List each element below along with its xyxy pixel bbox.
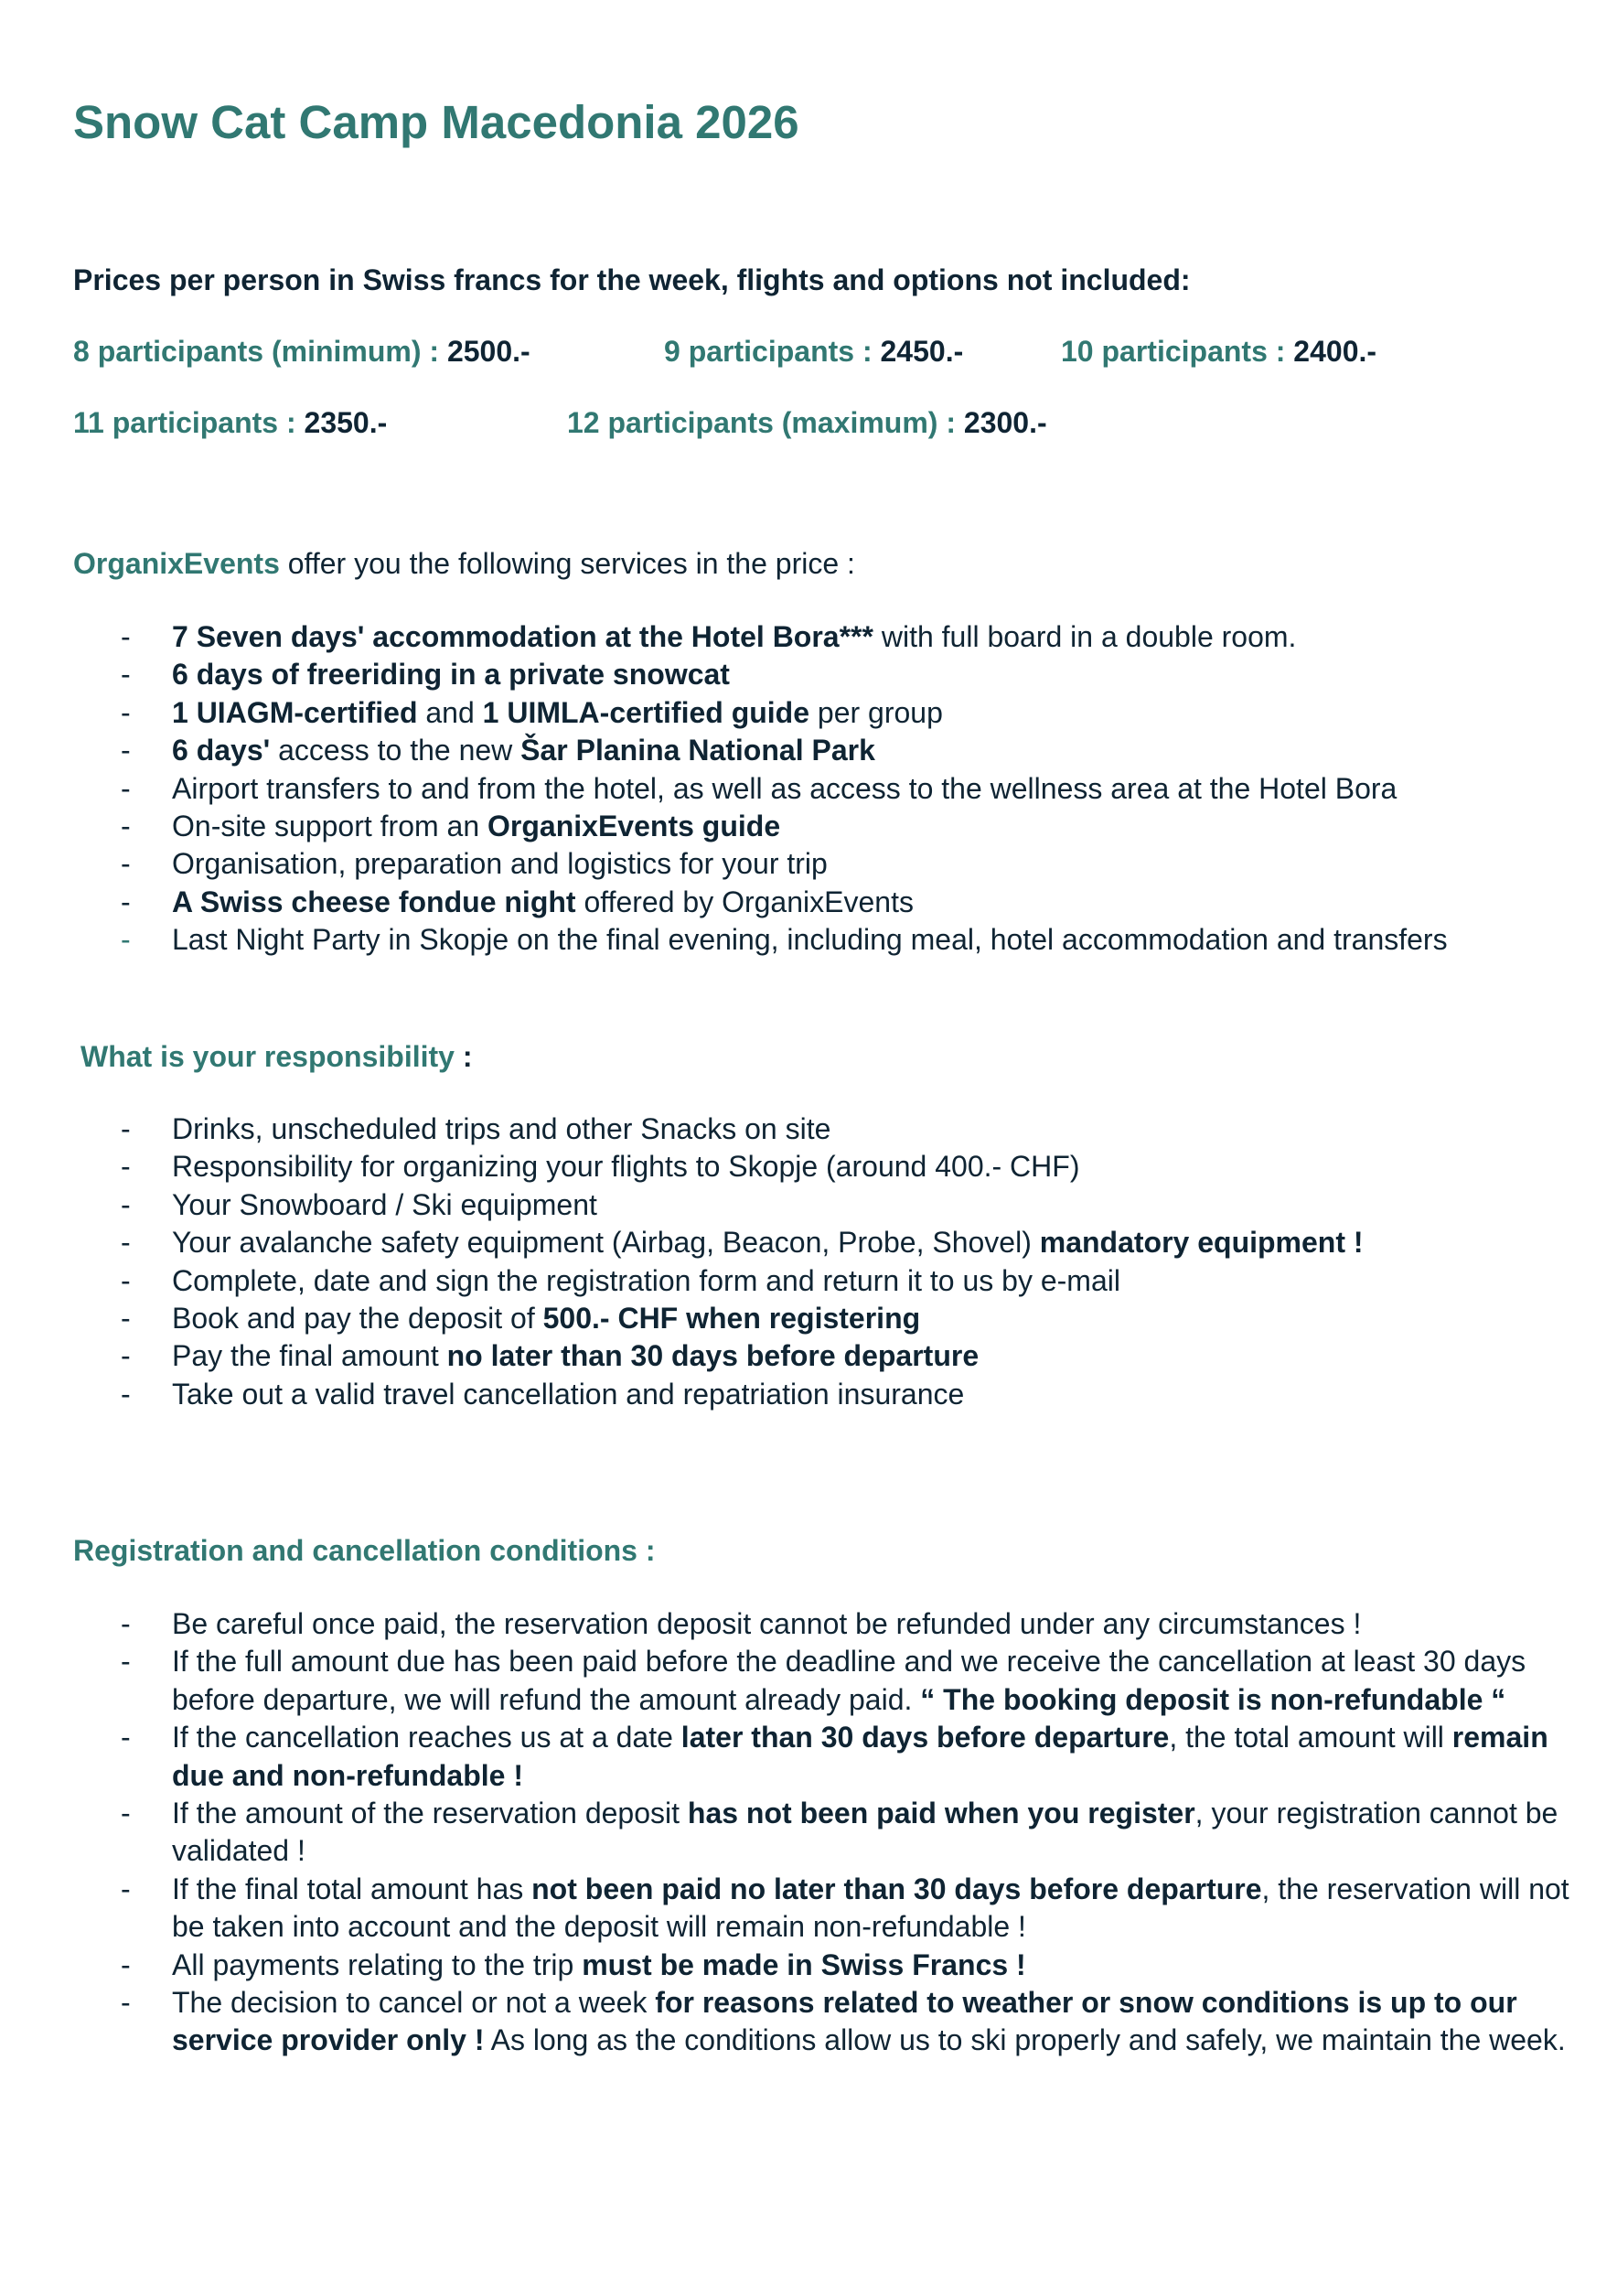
bold-text: 6 days of freeriding in a private snowcat: [172, 658, 730, 692]
price-value: 2300.-: [963, 406, 1047, 439]
dash-bullet: -: [121, 1377, 131, 1411]
text: Your avalanche safety equipment (Airbag, Beacon, Probe, Shovel): [172, 1226, 1040, 1260]
price-value: 2350.-: [304, 406, 388, 439]
text: Your Snowboard / Ski equipment: [172, 1187, 597, 1221]
text: with full board in a double room.: [873, 620, 1297, 653]
services-intro-text: offer you the following services in the price :: [279, 547, 855, 580]
price-9: [664, 335, 963, 369]
dash-bullet: -: [121, 620, 131, 653]
dash-bullet: -: [121, 1263, 131, 1297]
list-item: [73, 1643, 1582, 1719]
dash-bullet: -: [121, 1947, 131, 1981]
price-label: 9 participants :: [664, 335, 881, 368]
bold-text: Šar Planina National Park: [520, 734, 875, 767]
list-item: [73, 1186, 1582, 1224]
dash-bullet: -: [121, 1645, 131, 1679]
bold-text: must be made in Swiss Francs !: [582, 1947, 1026, 1981]
dash-bullet: -: [121, 1986, 131, 2020]
bold-text: OrganixEvents guide: [487, 810, 781, 843]
text: Responsibility for organizing your flights to Skopje (around 400.- CHF): [172, 1150, 1080, 1184]
price-label: 11 participants :: [73, 406, 305, 439]
list-item: [73, 1871, 1582, 1947]
dash-bullet: -: [121, 1302, 131, 1336]
bold-text: 7 Seven days' accommodation at the Hotel Bora***: [172, 620, 873, 653]
price-11: [73, 406, 387, 440]
dash-bullet: -: [121, 695, 131, 729]
dash-bullet: -: [121, 1226, 131, 1260]
text: On-site support from an: [172, 810, 488, 843]
dash-bullet: -: [121, 1721, 131, 1754]
dash-bullet: -: [121, 1607, 131, 1640]
document-title: Snow Cat Camp Macedonia 2026: [73, 96, 799, 148]
list-item: [73, 1262, 1582, 1300]
dash-bullet: -: [121, 1150, 131, 1184]
dash-bullet: -: [121, 1339, 131, 1373]
dash-bullet: -: [121, 1187, 131, 1221]
text: , the reservation will not be taken into account and the deposit will remain non-refundable !: [172, 1872, 1569, 1944]
text: per group: [809, 695, 943, 729]
text: Airport transfers to and from the hotel, as well as access to the wellness area at the Hotel Bora: [172, 771, 1397, 805]
list-item: [73, 884, 1582, 921]
price-value: 2500.-: [446, 335, 530, 368]
text: Drinks, unscheduled trips and other Snacks on site: [172, 1112, 831, 1145]
list-item: [73, 1947, 1582, 1984]
list-item: [73, 1148, 1582, 1186]
bold-text: not been paid no later than 30 days before departure: [531, 1872, 1262, 1905]
price-label: 10 participants :: [1061, 335, 1294, 368]
text: If the final total amount has: [172, 1872, 532, 1905]
price-value: 2450.-: [880, 335, 964, 368]
text: Pay the final amount: [172, 1339, 447, 1373]
price-10: [1061, 335, 1376, 369]
brand-name: OrganixEvents: [73, 547, 280, 580]
text: If the amount of the reservation deposit: [172, 1797, 688, 1830]
bold-text: has not been paid when you register: [687, 1797, 1195, 1830]
text: and: [417, 695, 483, 729]
bold-text: 500.- CHF when registering: [542, 1302, 921, 1336]
text: Take out a valid travel cancellation and repatriation insurance: [172, 1377, 965, 1411]
list-item: [73, 808, 1582, 845]
prices-heading: Prices per person in Swiss francs for the week, flights and options not included:: [73, 263, 1191, 296]
list-item: [73, 1300, 1582, 1337]
responsibility-heading-text: What is your responsibility: [80, 1040, 455, 1073]
bold-text: A Swiss cheese fondue night: [172, 885, 576, 918]
registration-heading: Registration and cancellation conditions :: [73, 1534, 656, 1567]
text: access to the new: [270, 734, 521, 767]
services-list: [73, 618, 1582, 960]
bold-text: for reasons related to weather or snow conditions is up to our service provider only !: [172, 1986, 1517, 2057]
price-label: 8 participants (minimum) :: [73, 335, 447, 368]
bold-text: 1 UIAGM-certified: [172, 695, 418, 729]
bold-text: 1 UIMLA-certified guide: [482, 695, 810, 729]
bold-text: no later than 30 days before departure: [446, 1339, 980, 1373]
price-label: 12 participants (maximum) :: [567, 406, 964, 439]
list-item: [73, 845, 1582, 883]
text: Last Night Party in Skopje on the final evening, including meal, hotel accommodation and transfers: [172, 923, 1448, 957]
list-item: [73, 1376, 1582, 1413]
bold-text: 6 days': [172, 734, 271, 767]
list-item: [73, 1110, 1582, 1148]
registration-list: [73, 1605, 1582, 2060]
list-item: [73, 1719, 1582, 1795]
bold-text: mandatory equipment !: [1039, 1226, 1364, 1260]
heading-colon: :: [454, 1040, 473, 1073]
text: As long as the conditions allow us to ski properly and safely, we maintain the week.: [484, 2023, 1566, 2057]
list-item: [73, 921, 1582, 959]
price-value: 2400.-: [1293, 335, 1377, 368]
text: The decision to cancel or not a week: [172, 1986, 656, 2020]
price-8: [73, 335, 530, 369]
list-item: [73, 656, 1582, 693]
dash-bullet: -: [121, 885, 131, 918]
list-item: [73, 618, 1582, 656]
list-item: [73, 1224, 1582, 1261]
services-intro: [73, 545, 855, 583]
dash-bullet: -: [121, 1872, 131, 1905]
text: Be careful once paid, the reservation deposit cannot be refunded under any circumstances !: [172, 1607, 1362, 1640]
text: Organisation, preparation and logistics for your trip: [172, 847, 828, 881]
dash-bullet: -: [121, 658, 131, 692]
dash-bullet: -: [121, 1112, 131, 1145]
list-item: [73, 770, 1582, 808]
dash-bullet: -: [121, 847, 131, 881]
list-item: [73, 1984, 1582, 2060]
dash-bullet: -: [121, 734, 131, 767]
bold-text: remain due and non-refundable !: [172, 1721, 1548, 1792]
text: If the cancellation reaches us at a date: [172, 1721, 681, 1754]
text: , your registration cannot be validated !: [172, 1797, 1558, 1868]
list-item: [73, 1337, 1582, 1375]
responsibility-heading: [80, 1038, 473, 1076]
dash-bullet: -: [121, 771, 131, 805]
price-12: [567, 406, 1047, 440]
text: Complete, date and sign the registration form and return it to us by e-mail: [172, 1263, 1120, 1297]
bold-text: “ The booking deposit is non-refundable “: [920, 1682, 1506, 1716]
list-item: [73, 694, 1582, 732]
text: offered by OrganixEvents: [575, 885, 914, 918]
text: , the total amount will: [1169, 1721, 1452, 1754]
list-item: [73, 732, 1582, 769]
list-item: [73, 1605, 1582, 1643]
dash-bullet: -: [121, 923, 131, 957]
dash-bullet: -: [121, 810, 131, 843]
list-item: [73, 1795, 1582, 1871]
text: If the full amount due has been paid before the deadline and we receive the cancellation at least 30 days before departure, we will refund the amount already paid.: [172, 1645, 1526, 1716]
bold-text: later than 30 days before departure: [680, 1721, 1170, 1754]
dash-bullet: -: [121, 1797, 131, 1830]
responsibility-list: [73, 1110, 1582, 1413]
text: All payments relating to the trip: [172, 1947, 583, 1981]
text: Book and pay the deposit of: [172, 1302, 543, 1336]
